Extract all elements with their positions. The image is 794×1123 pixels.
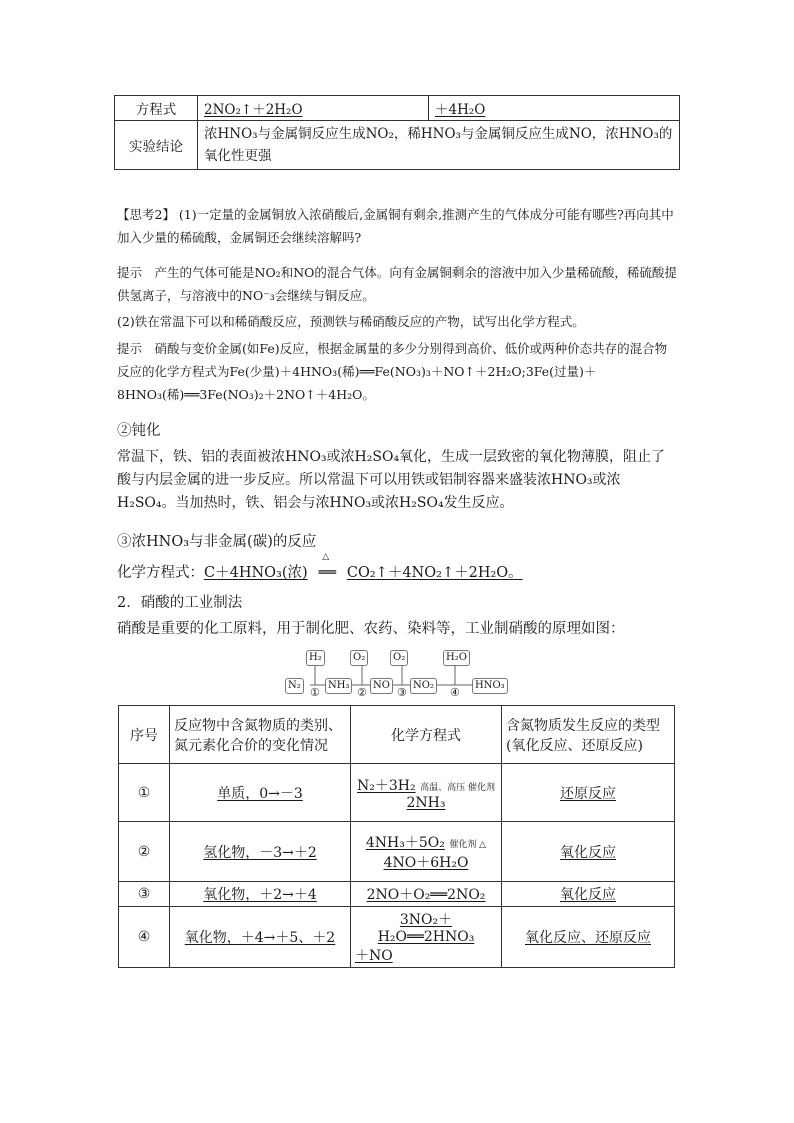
table-header-row: [119, 706, 675, 764]
row-no: ③: [119, 882, 170, 907]
step-4-label: ④: [450, 686, 460, 699]
row-type: 还原反应: [502, 764, 675, 822]
n2-node: N₂: [285, 678, 304, 694]
row-change: 氢化物，－3→＋2: [170, 822, 351, 882]
step-1-label: ①: [310, 686, 320, 699]
industrial-reaction-table: [118, 705, 675, 968]
heating-condition: △ ══: [318, 552, 337, 581]
no-node: NO: [370, 678, 393, 694]
table-row: [119, 822, 675, 882]
think-answer-2: 提示 硝酸与变价金属(如Fe)反应，根据金属量的多少分别得到高价、低价或两种价态共存的混合物反应的化学方程式为Fe(少量)＋4HNO₃(稀)══Fe(NO₃)₃＋NO↑＋2H₂O;3Fe(过量)＋8HNO₃(稀)══3Fe(NO₃)₂＋2NO↑＋4H₂O。: [117, 341, 668, 402]
row-change: 单质，0→－3: [170, 764, 351, 822]
row-type: 氧化反应: [502, 882, 675, 907]
nonmetal-heading: ③浓HNO₃与非金属(碳)的反应: [117, 534, 317, 550]
header-change: 反应物中含氮物质的类别、氮元素化合价的变化情况: [170, 706, 351, 764]
table-row: [119, 764, 675, 822]
o2-input-1: O₂: [350, 650, 368, 666]
passivation-heading: ②钝化: [117, 423, 161, 439]
industrial-heading: 2．硝酸的工业制法: [117, 595, 243, 611]
row-equation: 4NH₃＋5O₂ 催化剂 △ 4NO＋6H₂O: [351, 822, 502, 882]
step-3-label: ③: [397, 686, 407, 699]
concentrated-equation-tail: 2NO₂↑＋2H₂O: [198, 96, 429, 121]
row-change: 氧化物，＋4→＋5、＋2: [170, 907, 351, 968]
row-type: 氧化反应: [502, 822, 675, 882]
think-question-2: (2)铁在常温下可以和稀硝酸反应，预测铁与稀硝酸反应的产物，试写出化学方程式。: [117, 314, 585, 329]
row-type: 氧化反应、还原反应: [502, 907, 675, 968]
passivation-text: 常温下，铁、铝的表面被浓HNO₃或浓H₂SO₄氧化，生成一层致密的氧化物薄膜，阻止了酸与内层金属的进一步反应。所以常温下可以用铁或铝制容器来盛装浓HNO₃或浓H₂SO₄。当加热时，铁、铝会与浓HNO₃或浓H₂SO₄发生反应。: [117, 449, 666, 511]
no2-node: NO₂: [410, 678, 437, 694]
row-no: ①: [119, 764, 170, 822]
nonmetal-equation: 化学方程式：C＋4HNO₃(浓) △ ══ CO₂↑＋4NO₂↑＋2H₂O。: [117, 562, 679, 585]
row-no: ②: [119, 822, 170, 882]
row-label: 方程式: [115, 96, 198, 121]
dilute-equation-tail: ＋4H₂O: [429, 96, 680, 121]
o2-input-2: O₂: [390, 650, 408, 666]
step-2-label: ②: [357, 686, 367, 699]
h2o-input: H₂O: [443, 650, 470, 666]
row-no: ④: [119, 907, 170, 968]
row-equation: N₂＋3H₂ 高温、高压 催化剂 2NH₃: [351, 764, 502, 822]
table-row: [115, 96, 680, 121]
think-question-1: 【思考2】 (1)一定量的金属铜放入浓硝酸后,金属铜有剩余,推测产生的气体成分可能有哪些?再向其中加入少量的稀硫酸，金属铜还会继续溶解吗?: [117, 207, 674, 245]
row-equation: 3NO₂＋H₂O══2HNO₃ ＋NO: [351, 907, 502, 968]
header-equation: 化学方程式: [351, 706, 502, 764]
think-answer-1: 提示 产生的气体可能是NO₂和NO的混合气体。向有金属铜剩余的溶液中加入少量稀硫酸，稀硫酸提供氢离子，与溶液中的NO⁻₃会继续与铜反应。: [117, 265, 677, 303]
h2-input: H₂: [306, 650, 325, 666]
industrial-process-diagram: [280, 647, 520, 697]
row-change: 氧化物，＋2→＋4: [170, 882, 351, 907]
table-row: [119, 882, 675, 907]
header-type: 含氮物质发生反应的类型(氧化反应、还原反应): [502, 706, 675, 764]
nh3-node: NH₃: [325, 678, 352, 694]
row-equation: 2NO＋O₂══2NO₂: [351, 882, 502, 907]
table-row: [119, 907, 675, 968]
hno3-node: HNO₃: [472, 678, 508, 694]
experiment-conclusion: 浓HNO₃与金属铜反应生成NO₂，稀HNO₃与金属铜反应生成NO，浓HNO₃的氧化性更强: [198, 121, 680, 170]
table-row: [115, 121, 680, 170]
header-no: 序号: [119, 706, 170, 764]
top-table: [114, 95, 680, 170]
industrial-intro: 硝酸是重要的化工原料，用于制化肥、农药、染料等，工业制硝酸的原理如图：: [117, 621, 625, 637]
row-label: 实验结论: [115, 121, 198, 170]
